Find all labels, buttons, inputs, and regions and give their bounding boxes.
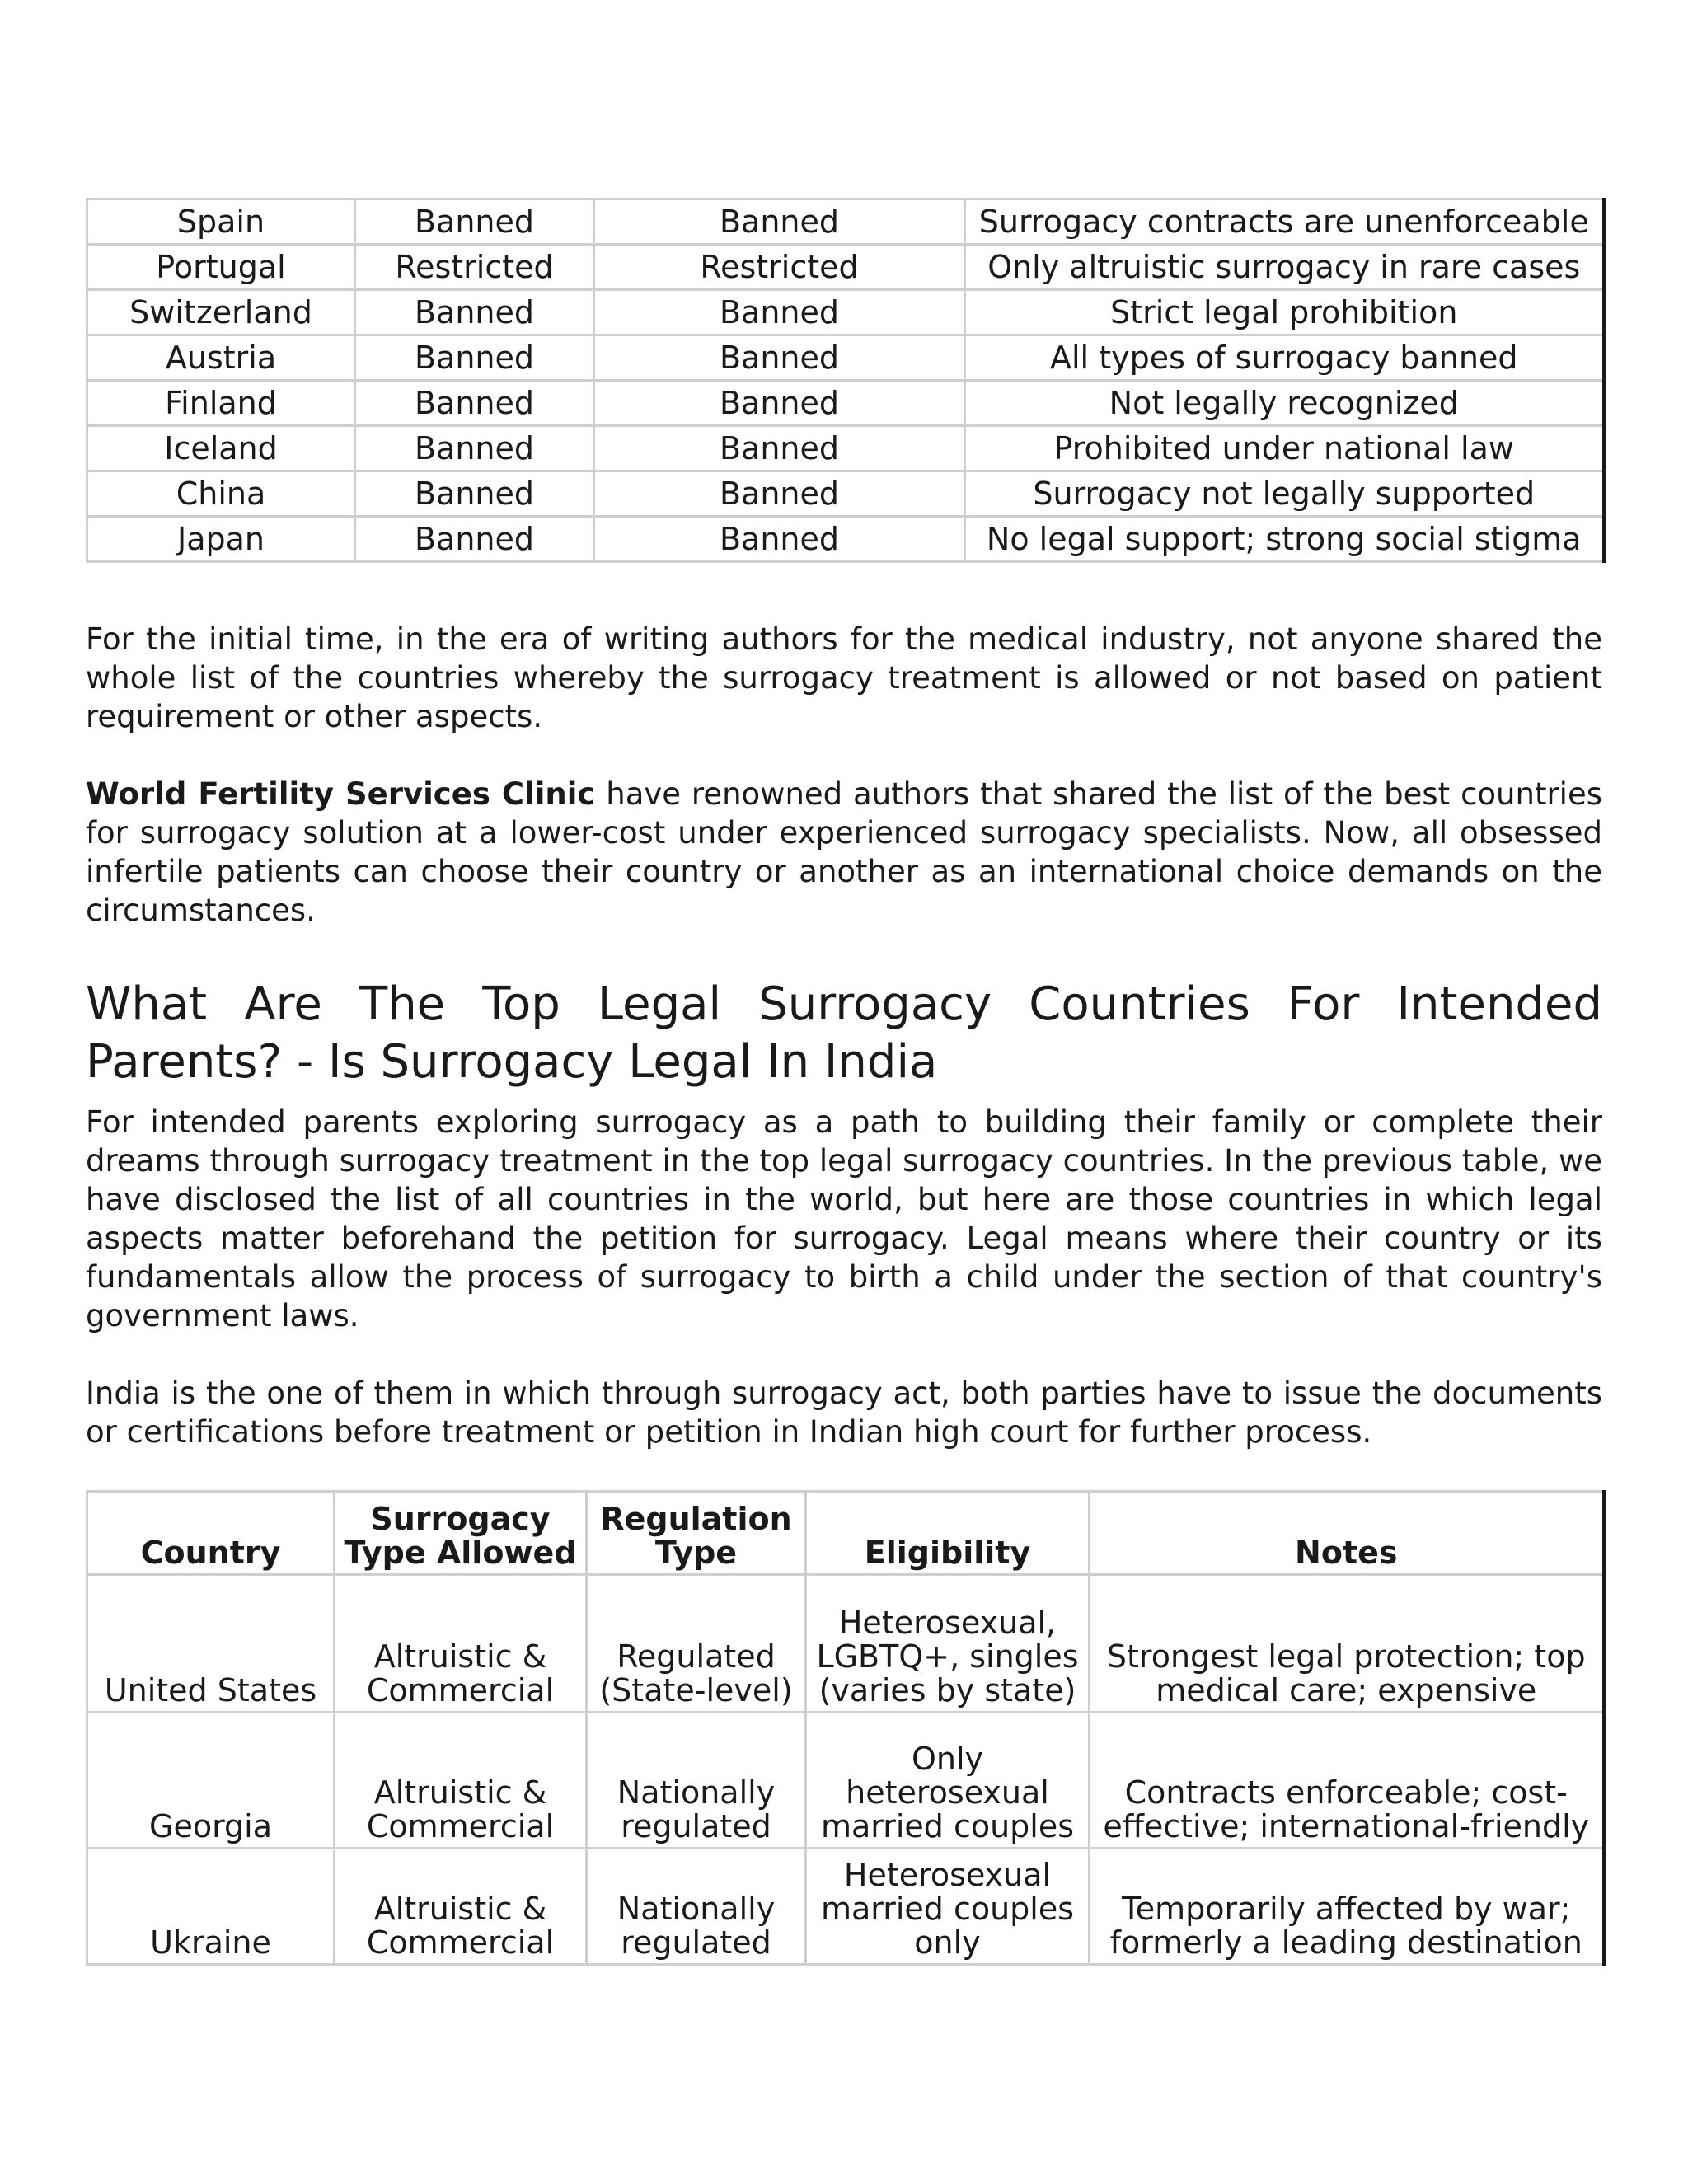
clinic-paragraph — [86, 775, 1602, 930]
clinic-name: World Fertility Services Clinic — [86, 776, 596, 812]
table-cell: Banned — [594, 199, 965, 245]
table-cell-country: Iceland — [87, 426, 355, 471]
table-cell: Banned — [594, 335, 965, 381]
table-cell-notes: Surrogacy contracts are unenforceable — [965, 199, 1604, 245]
table-row — [87, 290, 1604, 335]
column-header: Surrogacy Type Allowed — [335, 1492, 587, 1575]
legal-countries-table — [86, 1490, 1606, 1966]
section-heading: What Are The Top Legal Surrogacy Countries For Intended Parents? - Is Surrogacy Legal In India — [86, 977, 1602, 1089]
table-cell: Banned — [355, 290, 594, 335]
table-cell-country: Finland — [87, 381, 355, 426]
table-cell: Nationally regulated — [587, 1849, 806, 1965]
table-cell: Regulated (State-level) — [587, 1575, 806, 1713]
table-cell: Banned — [594, 517, 965, 562]
table-cell-notes: Not legally recognized — [965, 381, 1604, 426]
table-row — [87, 517, 1604, 562]
table-cell-notes: Strict legal prohibition — [965, 290, 1604, 335]
table-cell-country: Georgia — [87, 1713, 335, 1849]
table-cell-notes: Only altruistic surrogacy in rare cases — [965, 245, 1604, 290]
table-cell: Banned — [594, 471, 965, 517]
table-row — [87, 426, 1604, 471]
clinic-paragraph-text: have renowned authors that shared the list of the best countries for surrogacy solution at a lower-cost under experienced surrogacy specialists. Now, all obsessed infertile patients can choose their country or another as an international choice demands on the circumstances. — [86, 776, 1602, 928]
country-status-table — [86, 198, 1606, 563]
table-cell: Heterosexual married couples only — [806, 1849, 1090, 1965]
table-row — [87, 199, 1604, 245]
table-cell: Banned — [594, 290, 965, 335]
table-row — [87, 1713, 1604, 1849]
intro-paragraph: For the initial time, in the era of writing authors for the medical industry, not anyone shared the whole list of the countries whereby the surrogacy treatment is allowed or not based on patient requirement or other aspects. — [86, 621, 1602, 734]
table-cell: Banned — [594, 381, 965, 426]
india-paragraph: India is the one of them in which through surrogacy act, both parties have to issue the documents or certifications before treatment or petition in Indian high court for further process. — [86, 1376, 1602, 1450]
table-cell-notes: Strongest legal protection; top medical care; expensive — [1090, 1575, 1604, 1713]
table-cell-notes: Contracts enforceable; cost-effective; international-friendly — [1090, 1713, 1604, 1849]
table-cell-notes: Temporarily affected by war; formerly a leading destination — [1090, 1849, 1604, 1965]
table-row — [87, 1849, 1604, 1965]
table-cell-country: Portugal — [87, 245, 355, 290]
table-cell-country: China — [87, 471, 355, 517]
table-cell: Banned — [355, 199, 594, 245]
table-cell: Banned — [355, 426, 594, 471]
table-cell-notes: No legal support; strong social stigma — [965, 517, 1604, 562]
column-header: Eligibility — [806, 1492, 1090, 1575]
table-row — [87, 245, 1604, 290]
table-cell: Banned — [355, 381, 594, 426]
table-row — [87, 381, 1604, 426]
table-cell: Banned — [355, 517, 594, 562]
table-cell: Banned — [355, 335, 594, 381]
column-header: Notes — [1090, 1492, 1604, 1575]
column-header: Regulation Type — [587, 1492, 806, 1575]
intended-parents-paragraph: For intended parents exploring surrogacy as a path to building their family or complete their dreams through surrogacy treatment in the top legal surrogacy countries. In the previous table, we have disclosed the list of all countries in the world, but here are those countries in which legal aspects matter beforehand the petition for surrogacy. Legal means where their country or its fundamentals allow the process of surrogacy to birth a child under the section of that country's government laws. — [86, 1104, 1602, 1333]
table-cell-notes: Surrogacy not legally supported — [965, 471, 1604, 517]
table-cell: Banned — [355, 471, 594, 517]
table-cell: Altruistic & Commercial — [335, 1849, 587, 1965]
table-cell-country: Ukraine — [87, 1849, 335, 1965]
table-cell: Nationally regulated — [587, 1713, 806, 1849]
table-cell: Altruistic & Commercial — [335, 1713, 587, 1849]
table-cell-country: Spain — [87, 199, 355, 245]
table-cell-country: Switzerland — [87, 290, 355, 335]
table-cell: Restricted — [355, 245, 594, 290]
table-cell: Altruistic & Commercial — [335, 1575, 587, 1713]
table-cell-country: Austria — [87, 335, 355, 381]
table-header-row — [87, 1492, 1604, 1575]
table-cell: Only heterosexual married couples — [806, 1713, 1090, 1849]
table-cell-notes: All types of surrogacy banned — [965, 335, 1604, 381]
table-cell: Banned — [594, 426, 965, 471]
table-cell-notes: Prohibited under national law — [965, 426, 1604, 471]
table-cell: Restricted — [594, 245, 965, 290]
column-header: Country — [87, 1492, 335, 1575]
table-cell: Heterosexual, LGBTQ+, singles (varies by state) — [806, 1575, 1090, 1713]
table-row — [87, 335, 1604, 381]
table-cell-country: Japan — [87, 517, 355, 562]
table-cell-country: United States — [87, 1575, 335, 1713]
table-row — [87, 1575, 1604, 1713]
table-row — [87, 471, 1604, 517]
